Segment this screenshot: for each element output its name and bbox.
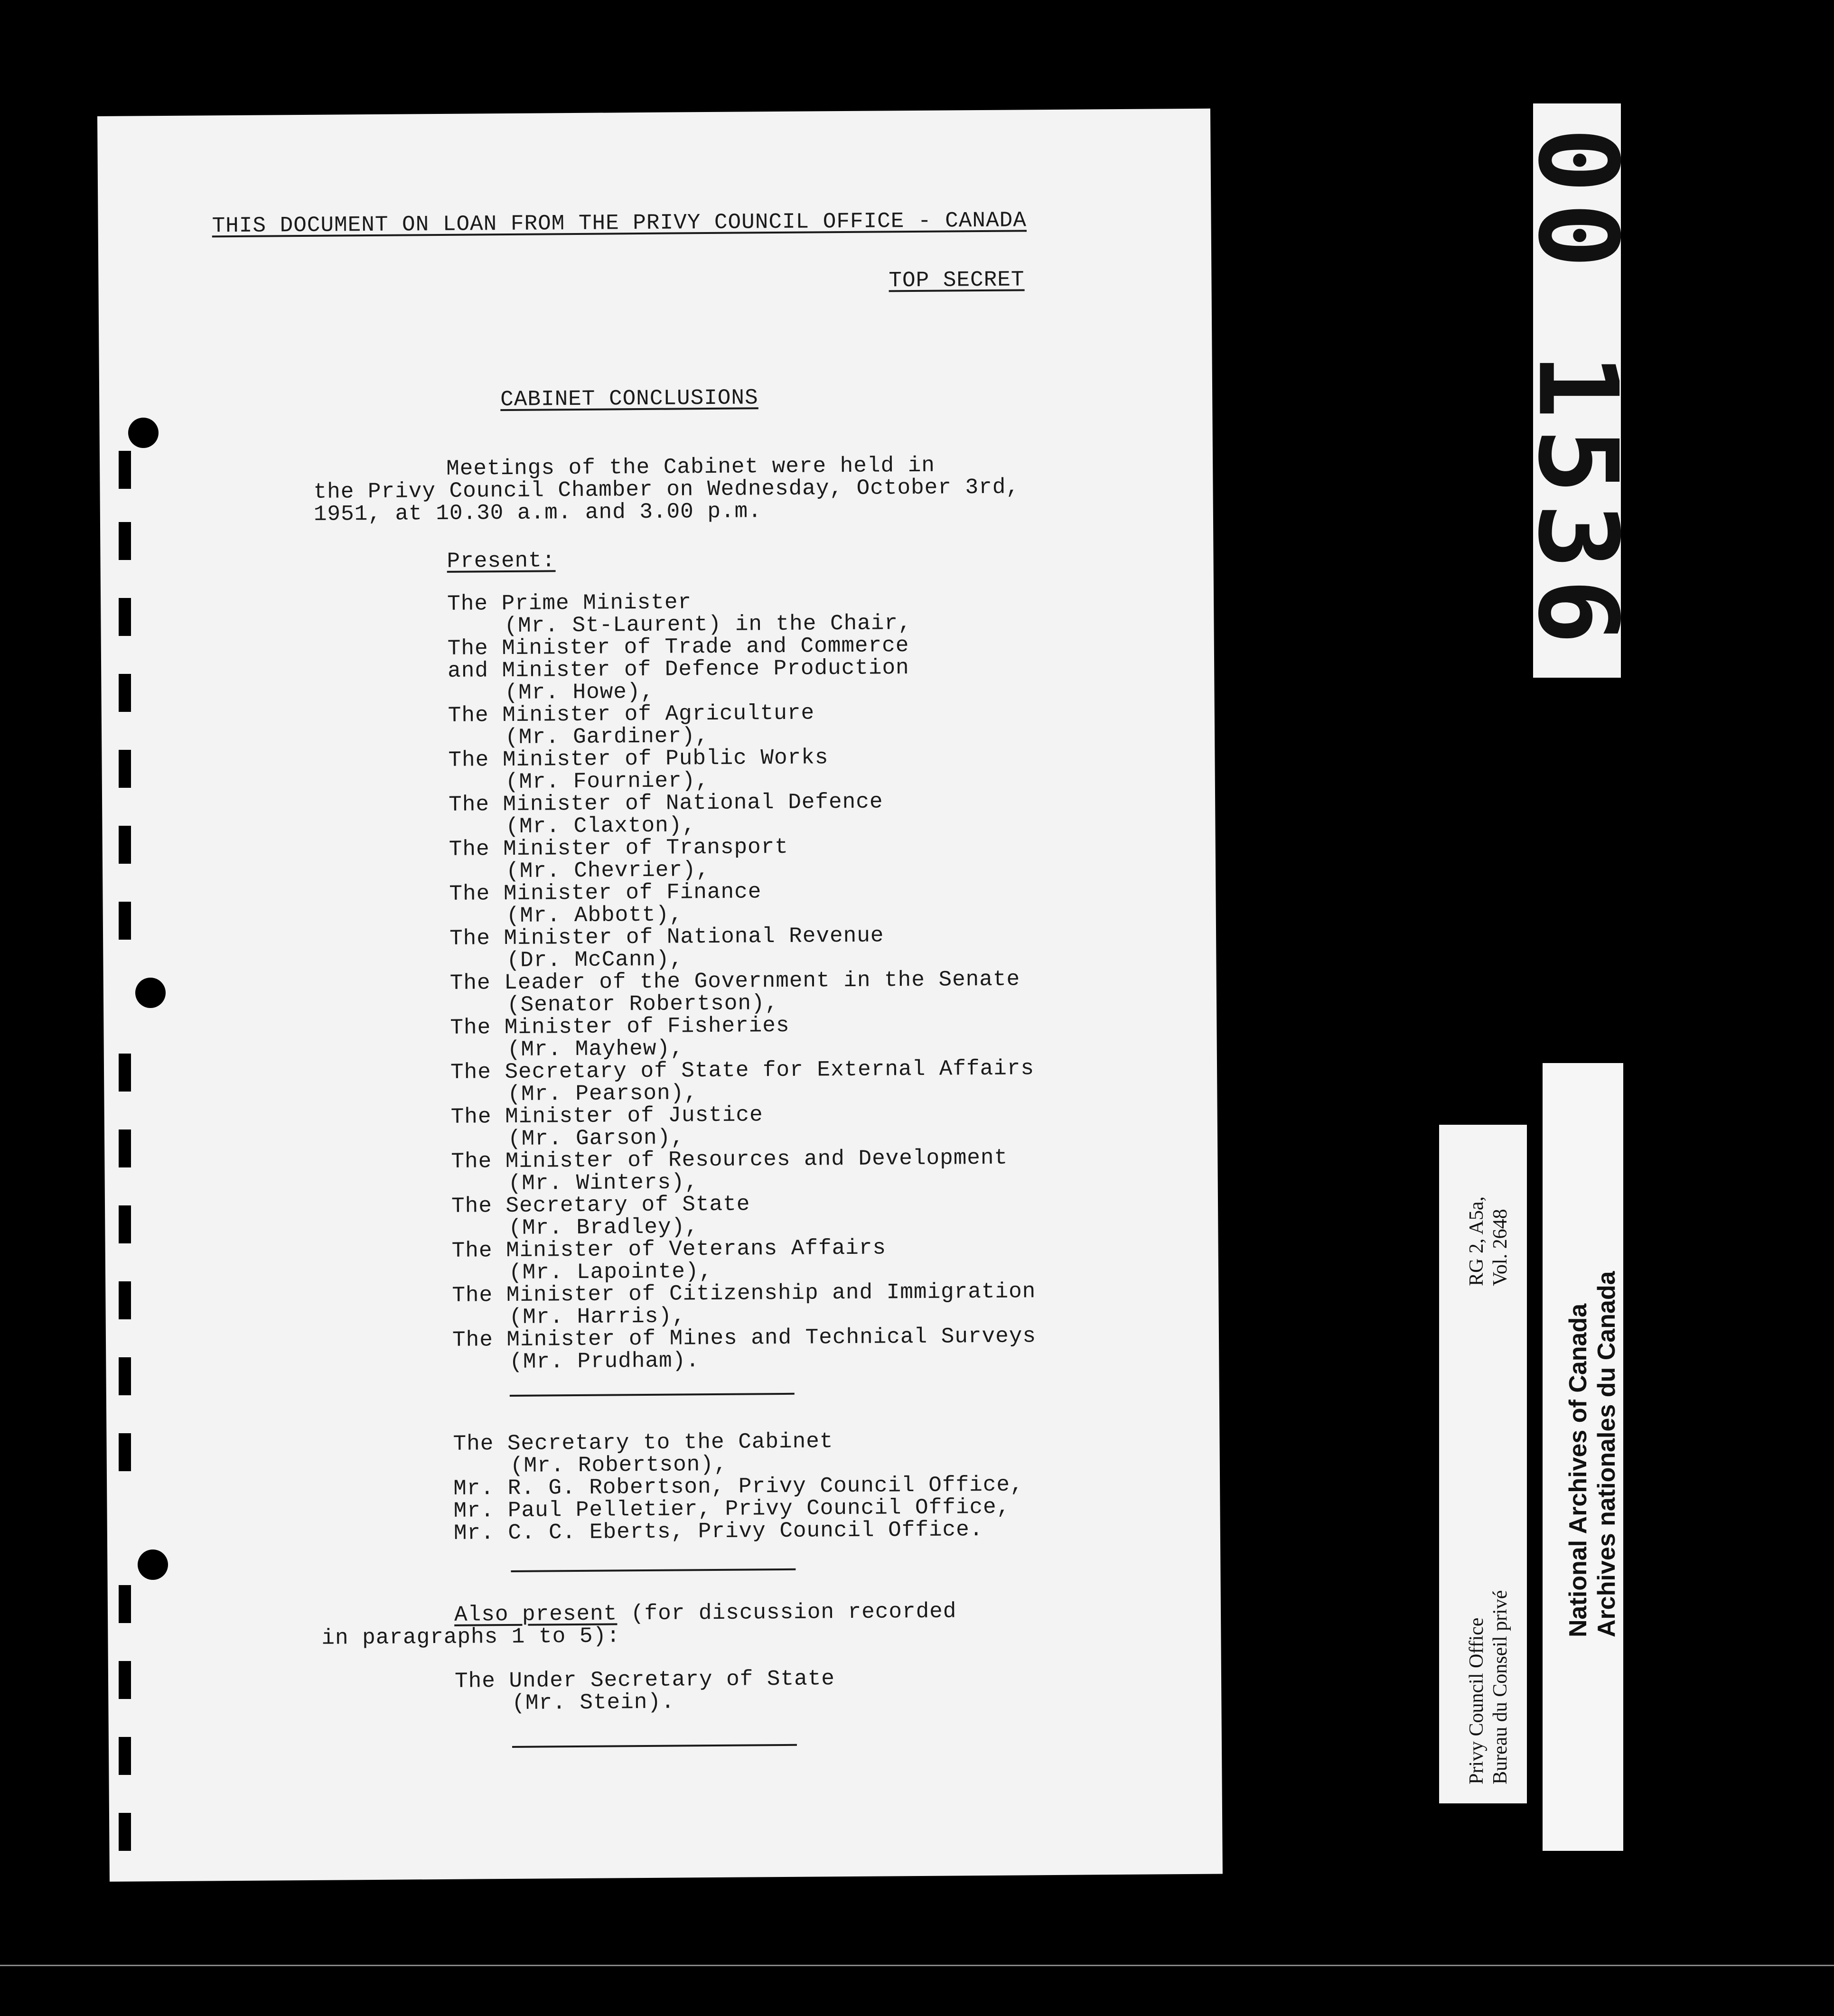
present-line: (Senator Robertson), xyxy=(506,991,779,1018)
label-office-fr: Bureau du Conseil privé xyxy=(1489,1590,1511,1784)
present-line: (Mr. Howe), xyxy=(505,679,655,706)
secretariat-line: (Mr. Robertson), xyxy=(510,1452,728,1478)
present-line: and Minister of Defence Production xyxy=(447,655,909,683)
section-divider xyxy=(510,1393,795,1397)
present-line: (Mr. Winters), xyxy=(508,1170,699,1196)
label-archives-en: National Archives of Canada xyxy=(1564,1303,1592,1637)
present-line: The Minister of Citizenship and Immigration xyxy=(452,1279,1036,1308)
binding-hole xyxy=(119,902,131,940)
binding-hole xyxy=(138,1549,168,1580)
intro-line: Meetings of the Cabinet were held in xyxy=(446,453,936,481)
binding-hole xyxy=(119,826,131,864)
present-line: The Minister of National Revenue xyxy=(449,923,884,951)
label-archives-fr: Archives nationales du Canada xyxy=(1593,1271,1620,1637)
present-line: (Mr. St-Laurent) in the Chair, xyxy=(504,611,912,639)
binding-hole xyxy=(119,674,131,712)
film-edge-line xyxy=(0,1965,1834,1966)
present-line: (Mr. Garson), xyxy=(507,1125,685,1152)
present-line: (Mr. Chevrier), xyxy=(505,858,710,884)
binding-hole xyxy=(119,1737,131,1775)
archive-label-office xyxy=(1439,1125,1527,1803)
binding-hole xyxy=(119,1281,131,1319)
binding-hole xyxy=(119,522,131,560)
label-ref-line1: RG 2, A5a, xyxy=(1466,1196,1488,1286)
binding-hole xyxy=(119,451,131,489)
document-page xyxy=(97,109,1223,1882)
binding-hole xyxy=(135,978,166,1008)
present-line: The Minister of Veterans Affairs xyxy=(451,1235,887,1263)
present-line: (Mr. Fournier), xyxy=(505,768,710,795)
archive-number: 00 1536 xyxy=(1514,127,1640,654)
binding-hole xyxy=(119,1813,131,1851)
binding-hole xyxy=(119,1661,131,1699)
secretariat-line: Mr. C. C. Eberts, Privy Council Office. xyxy=(453,1517,983,1546)
binding-hole xyxy=(128,418,159,448)
binding-hole xyxy=(119,1357,131,1395)
intro-line: the Privy Council Chamber on Wednesday, October 3rd, xyxy=(313,475,1020,504)
also-present-line xyxy=(454,1600,957,1625)
present-line: (Dr. McCann), xyxy=(506,947,683,973)
archive-label-national xyxy=(1543,1063,1623,1851)
also-present-note-line: in paragraphs 1 to 5): xyxy=(321,1624,620,1651)
archive-number-tab xyxy=(1514,103,1640,678)
label-office-en: Privy Council Office xyxy=(1466,1617,1488,1784)
present-line: The Minister of National Defence xyxy=(448,789,883,817)
present-line: The Minister of Trade and Commerce xyxy=(447,633,909,661)
present-line: The Minister of Finance xyxy=(449,879,762,906)
binding-hole xyxy=(119,1585,131,1623)
present-line: The Minister of Public Works xyxy=(448,745,829,773)
secretariat-line: The Secretary to the Cabinet xyxy=(453,1429,833,1456)
present-line: (Mr. Bradley), xyxy=(508,1214,699,1241)
present-line: The Minister of Mines and Technical Surveys xyxy=(452,1324,1037,1353)
present-line: (Mr. Harris), xyxy=(509,1304,686,1330)
classification-label: TOP SECRET xyxy=(889,267,1025,293)
also-present-person: The Under Secretary of State xyxy=(454,1666,835,1694)
binding-hole xyxy=(119,1129,131,1167)
present-line: (Mr. Mayhew), xyxy=(507,1036,684,1063)
present-line: (Mr. Prudham). xyxy=(509,1348,700,1375)
loan-notice: THIS DOCUMENT ON LOAN FROM THE PRIVY COUNCIL OFFICE - CANADA xyxy=(212,208,1027,239)
present-line: The Prime Minister xyxy=(447,590,692,616)
present-line: The Minister of Transport xyxy=(449,834,789,862)
document-title: CABINET CONCLUSIONS xyxy=(500,385,758,412)
section-divider xyxy=(512,1744,797,1748)
binding-hole xyxy=(119,1205,131,1243)
binding-hole xyxy=(119,1433,131,1471)
binding-hole xyxy=(119,1054,131,1092)
present-line: The Minister of Resources and Development xyxy=(451,1145,1008,1174)
present-line: The Secretary of State for External Affairs xyxy=(450,1056,1035,1085)
section-divider xyxy=(511,1568,795,1572)
present-line: (Mr. Lapointe), xyxy=(508,1259,713,1286)
intro-line: 1951, at 10.30 a.m. and 3.00 p.m. xyxy=(313,499,762,527)
present-heading: Present: xyxy=(447,548,556,574)
binding-hole xyxy=(119,750,131,788)
present-line: The Minister of Justice xyxy=(450,1102,763,1129)
present-line: (Mr. Pearson), xyxy=(507,1081,698,1107)
binding-hole xyxy=(119,598,131,636)
present-line: The Secretary of State xyxy=(451,1192,750,1219)
present-line: The Minister of Fisheries xyxy=(450,1013,790,1040)
present-line: (Mr. Claxton), xyxy=(505,813,696,840)
present-line: (Mr. Abbott), xyxy=(506,902,683,929)
label-ref-line2: Vol. 2648 xyxy=(1489,1209,1511,1286)
also-present-note: (for discussion recorded xyxy=(617,1599,957,1626)
secretariat-line: Mr. Paul Pelletier, Privy Council Office, xyxy=(453,1494,1011,1523)
present-line: The Minister of Agriculture xyxy=(448,700,815,728)
secretariat-line: Mr. R. G. Robertson, Privy Council Office, xyxy=(453,1472,1024,1501)
present-line: The Leader of the Government in the Senate xyxy=(449,967,1020,996)
present-line: (Mr. Gardiner), xyxy=(505,724,709,750)
also-present-heading: Also present xyxy=(454,1601,618,1627)
also-present-person: (Mr. Stein). xyxy=(512,1689,675,1716)
